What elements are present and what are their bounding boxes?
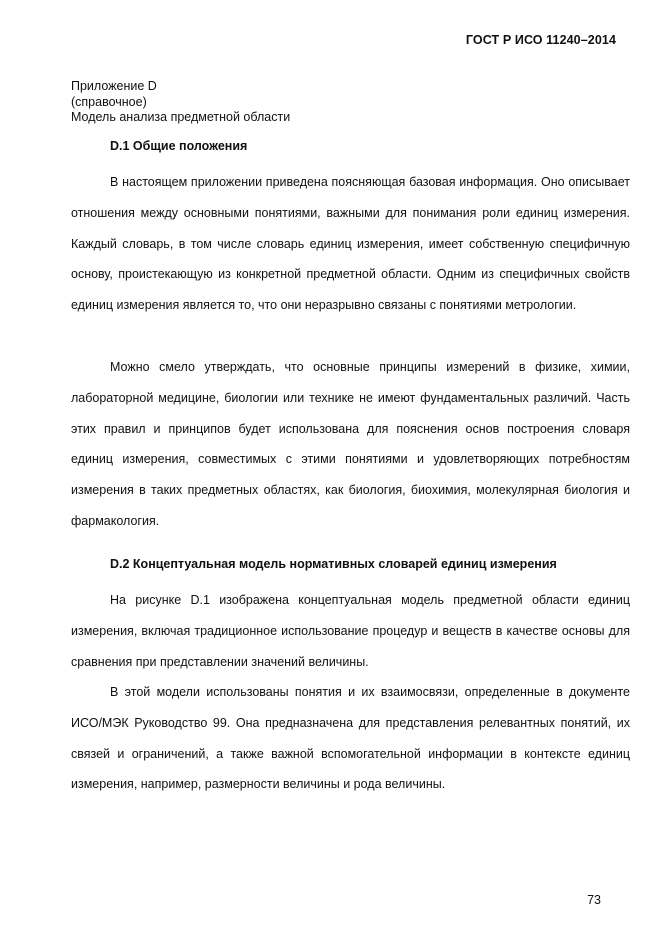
annex-status: (справочное) bbox=[71, 94, 147, 109]
document-header: ГОСТ Р ИСО 11240–2014 bbox=[465, 33, 616, 47]
paragraph-d2-1: На рисунке D.1 изображена концептуальная модель предметной области единиц измерения, включая традиционное использование процедур и веществ в качестве основы для сравнения при представлении значений величины. bbox=[71, 593, 630, 669]
section-title-d2: D.2 Концептуальная модель нормативных словарей единиц измерения bbox=[110, 557, 557, 571]
annex-heading bbox=[71, 79, 290, 126]
paragraph-d1-2: Можно смело утверждать, что основные принципы измерений в физике, химии, лабораторной медицине, биологии или технике не имеют фундаментальных различий. Часть этих правил и принципов будет использована для пояснения основ построения словаря единиц измерения, совместимых с этими понятиями и удовлетворяющих потребностям измерения в таких предметных областях, как биология, биохимия, молекулярная биология и фармакология. bbox=[71, 360, 630, 528]
section-title-d1: D.1 Общие положения bbox=[110, 139, 248, 153]
annex-title: Приложение D bbox=[71, 79, 157, 93]
annex-subject: Модель анализа предметной области bbox=[71, 110, 291, 124]
paragraph-d2-2: В этой модели использованы понятия и их взаимосвязи, определенные в документе ИСО/МЭК Руководство 99. Она предназначена для представления релевантных понятий, их связей и ограничений, а также важной вспомогательной информации в контексте единиц измерения, например, размерности величины и рода величины. bbox=[71, 685, 630, 792]
paragraph-d1-1: В настоящем приложении приведена поясняющая базовая информация. Оно описывает отношения между основными понятиями, важными для понимания роли единиц измерения. Каждый словарь, в том числе словарь единиц измерения, имеет собственную специфичную основу, проистекающую из конкретной предметной области. Одним из специфичных свойств единиц измерения является то, что они неразрывно связаны с понятиями метрологии. bbox=[71, 175, 630, 313]
page-number: 73 bbox=[587, 893, 601, 907]
